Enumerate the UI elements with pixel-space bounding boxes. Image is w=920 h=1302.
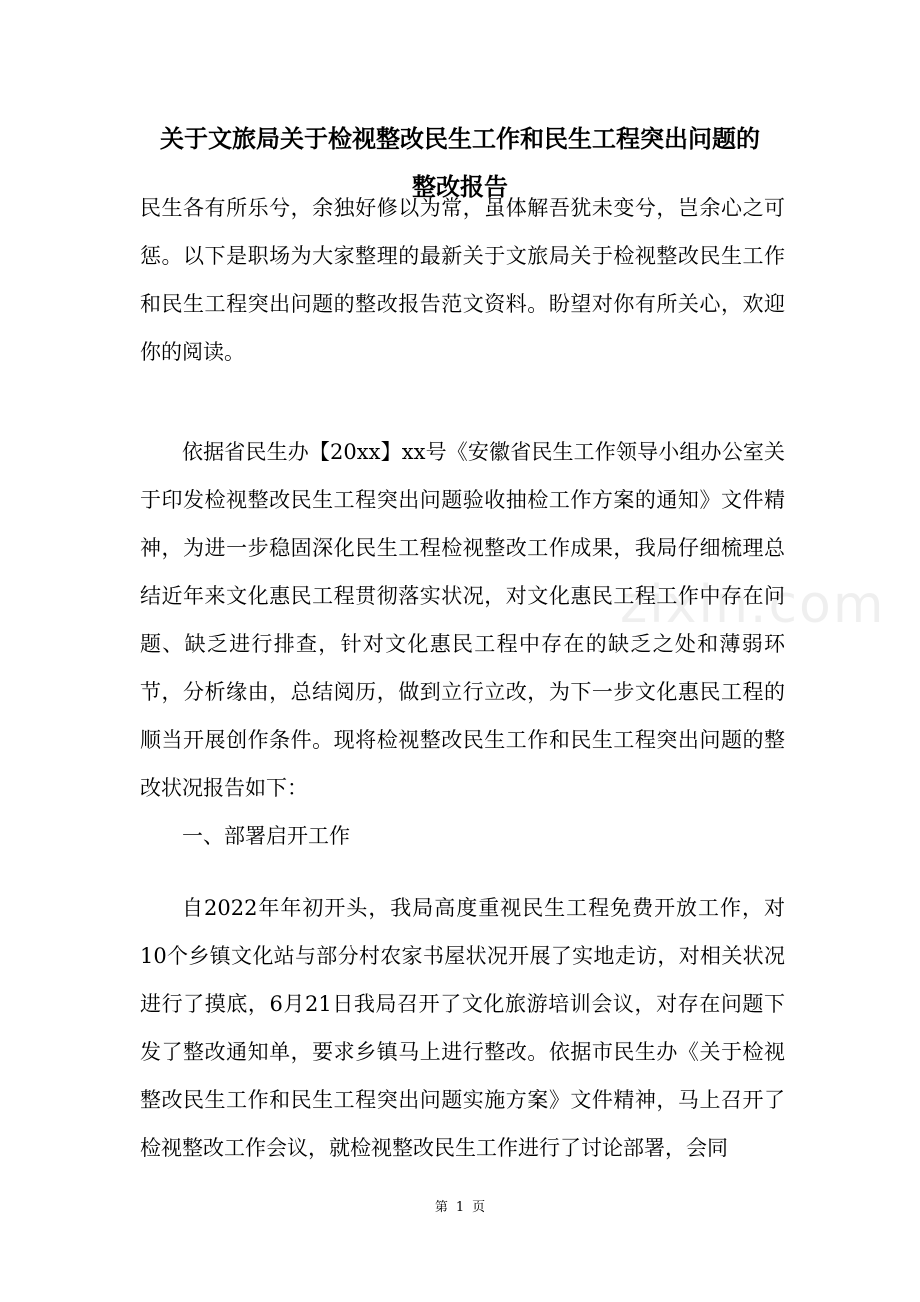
work-deployment-paragraph: 自2022年年初开头，我局高度重视民生工程免费开放工作，对10个乡镇文化站与部分村农家书屋状况开展了实地走访，对相关状况进行了摸底，6月21日我局召开了文化旅游培训会议，对存在问题下发了整改通知单，要求乡镇马上进行整改。依据市民生办《关于检视整改民生工作和民生工程突出问题实施方案》文件精神，马上召开了检视整改工作会议，就检视整改民生工作进行了讨论部署，会同 — [140, 896, 785, 1160]
section-heading: 一、部署启开工作 — [182, 824, 350, 848]
page-number: 1 — [455, 1200, 465, 1215]
footer-prefix: 第 — [434, 1200, 448, 1215]
watermark: zixin.com — [620, 575, 886, 635]
document-title-line-2: 整改报告 — [412, 172, 508, 201]
page-footer — [0, 1196, 920, 1215]
intro-paragraph: 民生各有所乐兮，余独好修以为常，虽体解吾犹未变兮，岂余心之可惩。以下是职场为大家整理的最新关于文旅局关于检视整改民生工作和民生工程突出问题的整改报告范文资料。盼望对你有所关心，欢迎你的阅读。 — [140, 196, 785, 364]
basis-paragraph: 依据省民生办【20xx】xx号《安徽省民生工作领导小组办公室关于印发检视整改民生工程突出问题验收抽检工作方案的通知》文件精神，为进一步稳固深化民生工程检视整改工作成果，我局仔细梳理总结近年来文化惠民工程贯彻落实状况，对文化惠民工程工作中存在问题、缺乏进行排查，针对文化惠民工程中存在的缺乏之处和薄弱环节，分析缘由，总结阅历，做到立行立改，为下一步文化惠民工程的顺当开展创作条件。现将检视整改民生工作和民生工程突出问题的整改状况报告如下： — [140, 440, 785, 800]
document-title-line-1: 关于文旅局关于检视整改民生工作和民生工程突出问题的 — [160, 124, 760, 153]
footer-suffix: 页 — [472, 1200, 486, 1215]
